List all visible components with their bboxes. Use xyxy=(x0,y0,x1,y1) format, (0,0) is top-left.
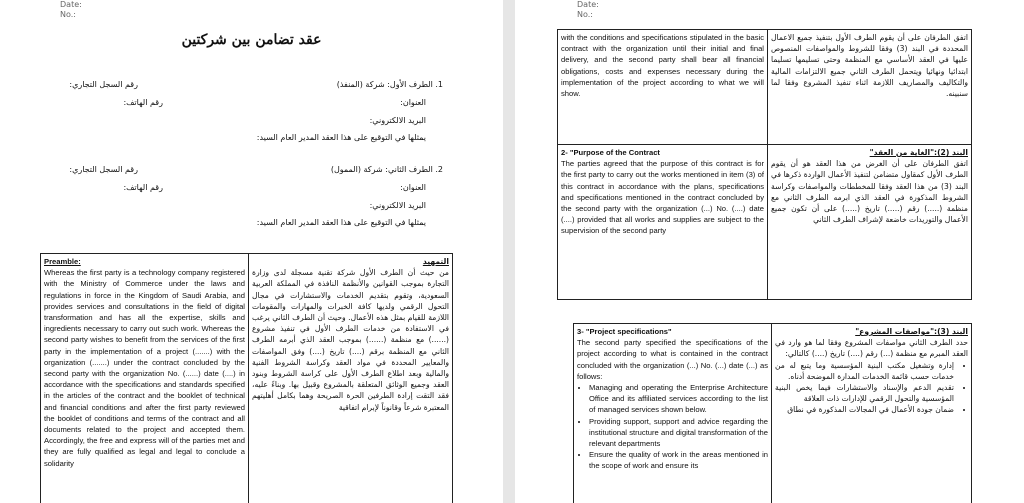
list-item: • Ensure the quality of work in the areas mentioned in the scope of work and ensure its xyxy=(589,449,768,471)
table-row xyxy=(558,30,972,145)
clauses-table-bottom xyxy=(573,323,972,503)
list-item: • Managing and operating the Enterprise Architecture Office and its affiliated services according to the list of managed services shown below. xyxy=(589,382,768,416)
clause3-en-heading: 3- "Project specifications" xyxy=(577,327,672,336)
preamble-en-heading: Preamble: xyxy=(44,257,81,266)
clauses-table-top xyxy=(557,29,972,300)
list-item: • تقديم الدعم والإسناد والاستشارات فيما يخص البنية المؤسسية والتحول الرقمي للإدارات ذات العلاقة xyxy=(775,382,954,404)
clause1-en-text: with the conditions and specifications stipulated in the basic contract with the organization until their initial and final delivery, and the second party shall bear all financial obligations, costs and expenses necessary during the implementation of the project according to what we will show. xyxy=(561,33,764,99)
clause3-ar-heading: البند (3):"مواصفات المشروع" xyxy=(855,327,968,336)
preamble-table xyxy=(40,253,453,503)
clause2-en-cell xyxy=(558,145,768,300)
party2-address: العنوان: xyxy=(400,183,426,192)
date-label: Date: xyxy=(577,0,599,9)
clause2-ar-text: اتفق الطرفان على أن الغرض من هذا العقد هو أن يقوم الطرف الأول كمقاول متضامن لتنفيذ الأعمال الواردة ذكرها في البند (3) من هذا العقد وفقا للمخططات والمواصفات وكراسة الشروط المذكورة في العقد الذي ابرمه الطرف الثاني مع منظمة (.....) رقم (.....) تاريخ (.....) على أن تكون جميع الأعمال والتوريدات خاضعة لإشراف الطرف الثاني xyxy=(771,159,968,225)
list-item: • ضمان جودة الأعمال في المجالات المذكورة في نطاق xyxy=(775,404,954,415)
party1-address: العنوان: xyxy=(400,98,426,107)
clause3-en-text: The second party specified the specifications of the project according to what is contained in the contract concluded with the organization (...) No. (...) date (...) as follows: xyxy=(577,338,768,381)
date-label: Date: xyxy=(60,0,82,9)
number-label: No.: xyxy=(60,10,76,19)
page-left xyxy=(0,0,503,503)
clause2-en-heading: 2- "Purpose of the Contract xyxy=(561,148,660,157)
clause1-ar-cell xyxy=(768,30,972,145)
clause3-ar-cell xyxy=(772,324,972,503)
clause3-en-cell xyxy=(574,324,772,503)
clause2-en-text: The parties agreed that the purpose of this contract is for the first party to carry out the works mentioned in item (3) of this contract in accordance with the plans, specifications and specifications mentioned in the contract concluded by the second party with the organization (...) No. (....) date (....) provided that all works and supplies are subject to the supervision of the second party xyxy=(561,159,764,236)
party2-email: البريد الالكتروني: xyxy=(369,201,426,210)
clause1-ar-text: اتفق الطرفان على أن يقوم الطرف الأول بتنفيذ جميع الاعمال المحددة في البند (3) وفقا للشروط والمواصفات المنصوص عليها في العقد الأساسي مع المنظمة وحتى تسليمها تسليما ابتدائيا ونهائيا ويتحمل الطرف الثاني جميع الالتزامات المالية والتكاليف والمصاريف اللازمة اثناء تنفيذ المشروع وفقا لما سنبينه. xyxy=(771,33,968,99)
table-row xyxy=(558,145,972,300)
party1-cr: رقم السجل التجاري: xyxy=(69,80,138,89)
party2-rep: يمثلها في التوقيع على هذا العقد المدير العام السيد: xyxy=(256,218,426,227)
party1-phone: رقم الهاتف: xyxy=(123,98,163,107)
contract-title: عقد تضامن بين شركتين xyxy=(181,32,322,48)
preamble-en-cell xyxy=(41,254,249,503)
number-label: No.: xyxy=(577,10,593,19)
party1-rep: يمثلها في التوقيع على هذا العقد المدير العام السيد: xyxy=(256,133,426,142)
clause1-en-cell xyxy=(558,30,768,145)
table-row xyxy=(574,324,972,503)
clause2-ar-cell xyxy=(768,145,972,300)
table-row xyxy=(41,254,453,503)
clause3-en-bullets xyxy=(577,382,768,472)
list-item: • إدارة وتشغيل مكتب البنية المؤسسية وما يتبع له من خدمات حسب قائمة الخدمات المدارة الموضحة أدناه. xyxy=(775,360,954,382)
clause3-ar-text: حدد الطرف الثاني مواصفات المشروع وفقا لما هو وارد في العقد المبرم مع منظمة (...) رقم (....) تاريخ (....) كالتالي: xyxy=(775,338,968,359)
party1-heading: 1. الطرف الأول: شركة (المنفذ) xyxy=(336,80,443,89)
clause2-ar-heading: البند (2):"الغاية من العقد" xyxy=(869,148,968,157)
party2-heading: 2. الطرف الثاني: شركة (الممول) xyxy=(330,165,443,174)
preamble-ar-text: من حيث أن الطرف الأول شركة تقنية مسجلة لدى وزارة التجارة بموجب القوانين والأنظمة النافذة في المملكة العربية السعودية، وتقوم بتقديم الخدمات والاستشارات في مجال التحول الرقمي ولديها كافة الخبرات والمهارات والمقومات اللازمة للقيام بمثل هذه الأعمال. وحيث أن الطرف الثاني يرغب في الاستفادة من خدمات الطرف الأول في تنفيذ مشروع (......) مع منظمة (......) بموجب العقد الذي أبرمه الطرف الثاني مع المنظمة برقم (....) تاريخ (....) وفق المواصفات والمعايير المحددة في مواد العقد وكراسة الشروط الفنية والمالية وبعد اطلاع الطرف الأول على كراسة الشروط وبنود العقد وجميع الوثائق المتعلقة بالمشروع وقبيل بها. وبناءً عليه، فقد التقت إرادة الطرفين الحرة الصريحة وهما بكامل أهليتهم المعتبرة شرعاً وقانوناً لإبرام اتفاقية xyxy=(252,268,449,412)
party2-cr: رقم السجل التجاري: xyxy=(69,165,138,174)
party2-phone: رقم الهاتف: xyxy=(123,183,163,192)
preamble-ar-heading: التمهيد xyxy=(422,257,449,266)
preamble-en-text: Whereas the first party is a technology company registered with the Ministry of Commerce under the laws and regulations in force in the Kingdom of Saudi Arabia, and provides services and consultations in the field of digital transformation and has all the expertise, skills and ingredients necessary to carry out such work. Whereas the second party wishes to benefit from the services of the first party in the implementation of a project (.......) with the organization (.......) under the contract concluded by the second party with the organization No. (......) date (....) in accordance with the specifications and standards specified in the articles of the contract and the booklet of technical and financial conditions and after the first party reviewed the booklet of conditions and terms of the contract and all documents related to the project and accepted them. Accordingly, the free and express will of the parties met and they are fully qualified as legal and legal to conclude a solidarity xyxy=(44,268,245,468)
clause3-ar-bullets xyxy=(775,360,968,416)
preamble-ar-cell xyxy=(249,254,453,503)
list-item: • Providing support, support and advice regarding the institutional structure and digital transformation of the relevant departments xyxy=(589,416,768,450)
party1-email: البريد الالكتروني: xyxy=(369,116,426,125)
page-right xyxy=(515,0,1024,503)
